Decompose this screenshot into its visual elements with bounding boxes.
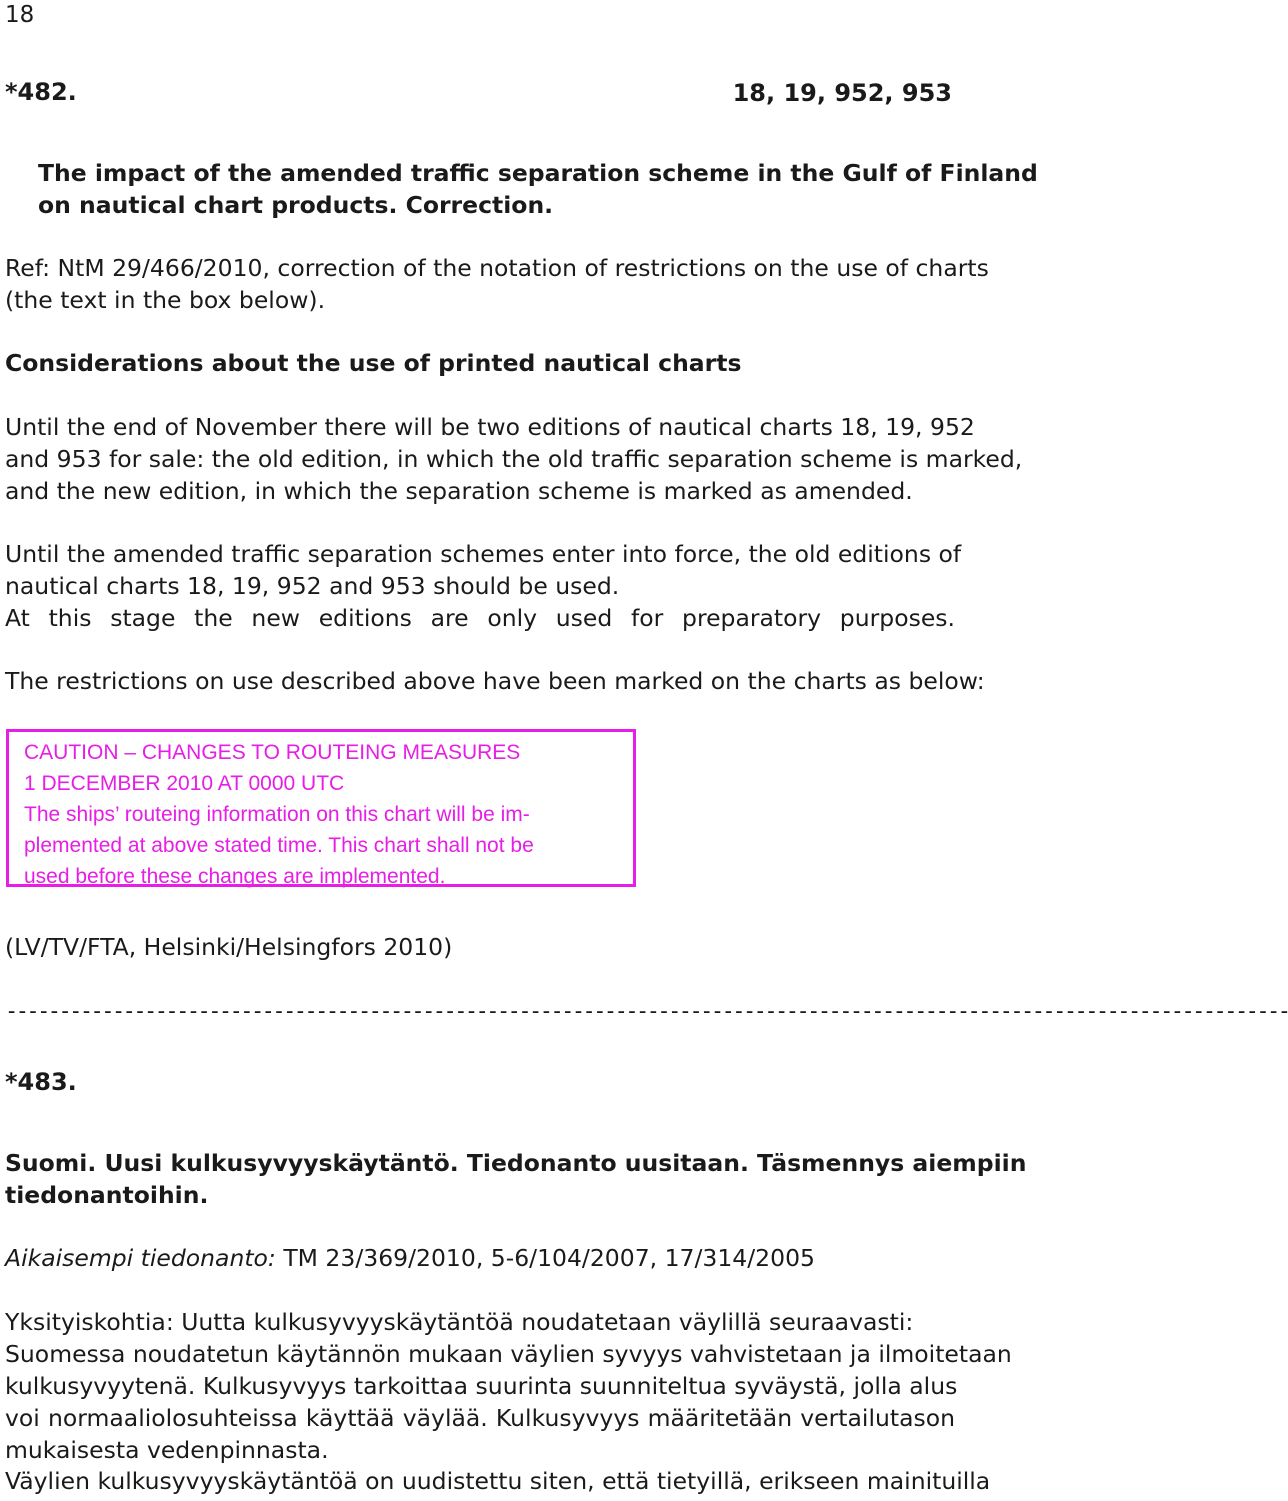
notice-number-483: *483. (5, 1068, 77, 1096)
affected-charts: 18, 19, 952, 953 (732, 79, 952, 107)
details-line5: mukaisesta vedenpinnasta. (5, 1436, 329, 1464)
notice-title-line1: The impact of the amended traffic separation scheme in the Gulf of Finland (38, 159, 1038, 187)
source-line: (LV/TV/FTA, Helsinki/Helsingfors 2010) (5, 933, 453, 961)
paragraph2-line3: At this stage the new editions are only used for preparatory purposes. (5, 604, 955, 632)
section-separator: ------------------------------------------------------------------------------------------------------------------------ (5, 999, 1288, 1024)
details-line3: kulkusyvyytenä. Kulkusyvyys tarkoittaa suurinta suunniteltua syväystä, jolla alus (5, 1372, 958, 1400)
caution-box (6, 729, 636, 887)
paragraph1-line2: and 953 for sale: the old edition, in which the old traffic separation scheme is marked, (5, 445, 1023, 473)
notice-title-line2: on nautical chart products. Correction. (38, 191, 554, 219)
page-number: 18 (5, 2, 35, 28)
notice-number-482: *482. (5, 78, 77, 106)
notice483-title-line2: tiedonantoihin. (5, 1181, 209, 1209)
reference-line2: (the text in the box below). (5, 286, 326, 314)
caution-line3: The ships’ routeing information on this chart will be im- (24, 803, 530, 826)
notice483-title-line1: Suomi. Uusi kulkusyvyyskäytäntö. Tiedonanto uusitaan. Täsmennys aiempiin (5, 1149, 1027, 1177)
details-line4: voi normaaliolosuhteissa käyttää väylää. Kulkusyvyys määritetään vertailutason (5, 1404, 955, 1432)
reference-line1: Ref: NtM 29/466/2010, correction of the notation of restrictions on the use of charts (5, 254, 989, 282)
caution-line1: CAUTION – CHANGES TO ROUTEING MEASURES (24, 741, 521, 764)
paragraph2-line2: nautical charts 18, 19, 952 and 953 should be used. (5, 572, 620, 600)
previous-notices (5, 1242, 955, 1274)
caution-line5: used before these changes are implemented. (24, 865, 446, 888)
details-line2: Suomessa noudatetun käytännön mukaan väylien syvyys vahvistetaan ja ilmoitetaan (5, 1340, 1012, 1368)
details-line1: Yksityiskohtia: Uutta kulkusyvyyskäytäntöä noudatetaan väylillä seuraavasti: (5, 1308, 914, 1336)
previous-notices-refs: TM 23/369/2010, 5-6/104/2007, 17/314/2005 (275, 1244, 815, 1272)
section-heading: Considerations about the use of printed nautical charts (5, 349, 742, 377)
paragraph3: The restrictions on use described above have been marked on the charts as below: (5, 667, 985, 695)
caution-line4: plemented at above stated time. This chart shall not be (24, 834, 534, 857)
caution-line2: 1 DECEMBER 2010 AT 0000 UTC (24, 772, 345, 795)
paragraph1-line3: and the new edition, in which the separation scheme is marked as amended. (5, 477, 913, 505)
details-line6: Väylien kulkusyvyyskäytäntöä on uudistettu siten, että tietyillä, erikseen mainituilla (5, 1467, 991, 1495)
paragraph2-line1: Until the amended traffic separation schemes enter into force, the old editions of (5, 540, 962, 568)
paragraph1-line1: Until the end of November there will be two editions of nautical charts 18, 19, 952 (5, 413, 975, 441)
previous-notices-label: Aikaisempi tiedonanto: (5, 1244, 276, 1272)
